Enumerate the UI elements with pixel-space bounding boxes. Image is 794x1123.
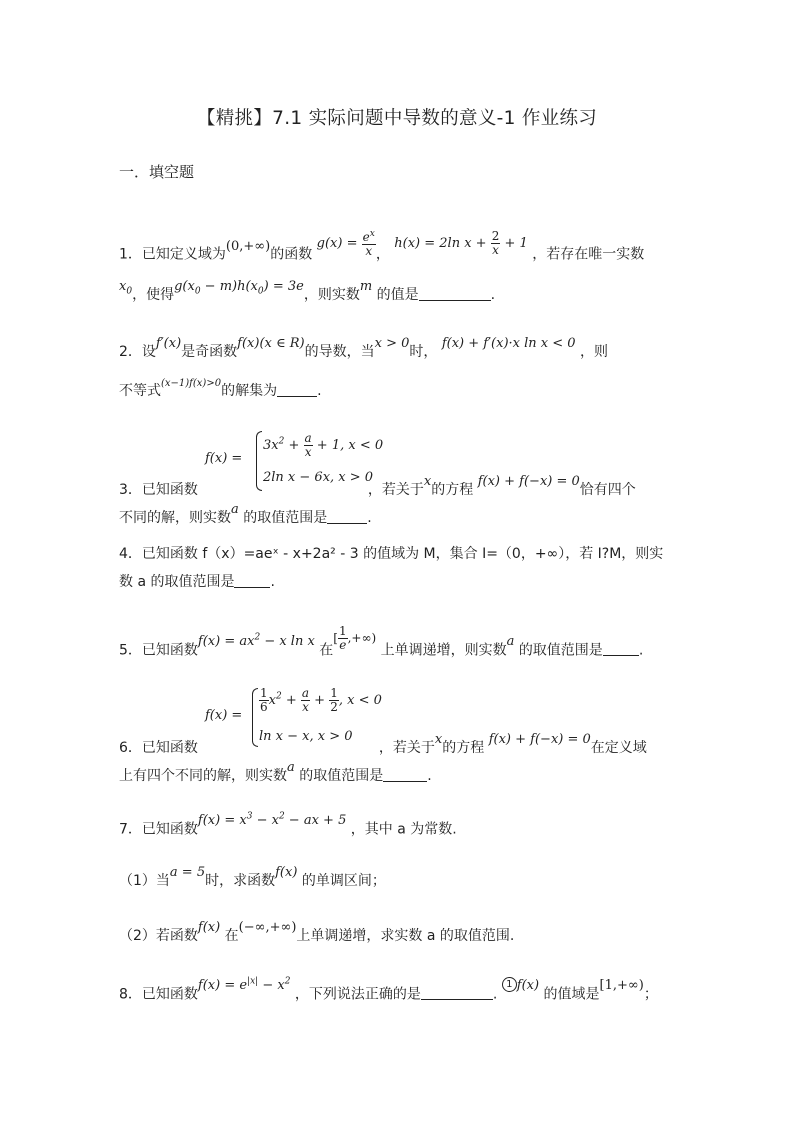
math-g-def: g(x) = $\frac{e^x}{x}$ (316, 229, 375, 258)
math-ineq2: (x−1)f(x)>0 (161, 378, 222, 389)
math-x0: $x_0$ (119, 279, 133, 297)
math-f-def: $f(x) = ax^2 - x$ ln x (197, 633, 315, 650)
answer-blank[interactable] (603, 641, 639, 656)
question-3-line-1: 3．已知函数 ，若关于x的方程 f(x) + f(−x) = 0恰有四个 (119, 474, 636, 498)
math-equation: $g(x_0 - m)h(x_0) = 3e$ (174, 279, 304, 297)
answer-blank[interactable] (234, 573, 270, 588)
math-fprime: f′(x) (155, 336, 182, 351)
math-a: a (506, 634, 515, 650)
math-a: a (287, 760, 295, 775)
question-7-part-2: （2）若函数f(x) 在(−∞,+∞)上单调递增，求实数 a 的取值范围. (119, 920, 515, 944)
question-3-line-2: 不同的解，则实数a 的取值范围是 . (119, 502, 372, 526)
answer-blank[interactable] (277, 382, 317, 397)
math-fx-domain: f(x)(x ∈ R) (237, 336, 305, 351)
math-x: x (434, 732, 443, 747)
question-2-line-2: 不等式$^{(x-1)f(x)>0}$的解集为 . (119, 378, 322, 399)
math-h-def: h(x) = 2ln x + $\frac{2}{x}$ + 1 (394, 228, 528, 257)
math-option-1: 1 f(x) (502, 978, 539, 993)
page-title: 【精挑】7.1 实际问题中导数的意义-1 作业练习 (196, 108, 598, 129)
question-7-line-1: 7．已知函数$f(x) = x^3 - x^2$ − ax + 5 ，其中 a 为常数. (119, 812, 457, 838)
math-fx: f(x) (197, 920, 221, 935)
math-equation: f(x) + f(−x) = 0 (488, 732, 591, 747)
math-a-eq-5: a = 5 (169, 865, 206, 880)
math-x-pos: x > 0 (374, 336, 410, 351)
question-5-line-1: 5．已知函数$f(x) = ax^2 - x$ ln x 在[ $\frac{1}{e}$ ,+∞) 上单调递增，则实数a 的取值范围是 . (119, 624, 644, 659)
answer-blank[interactable] (327, 509, 367, 524)
question-2-line-1: 2．设f′(x)是奇函数f(x)(x ∈ R)的导数，当x > 0时， f(x) + f′(x)·x ln x < 0 ，则 (119, 336, 608, 360)
math-x: x (423, 474, 432, 489)
math-fx: f(x) (275, 865, 298, 880)
math-piece-2: ln x − x, x > 0 (259, 729, 353, 744)
math-piece-1: $\frac{1}{6}$ $x^2$ + $\frac{a}{x}$ + $\frac{1}{2}$ , x < 0 (260, 686, 382, 714)
math-f-def: $f(x) = x^3 - x^2$ − ax + 5 (197, 812, 347, 829)
answer-blank[interactable] (419, 286, 491, 301)
math-domain: (0,+∞) (225, 238, 271, 254)
question-1-line-2: $x_0$，使得$g(x_0 - m)h(x_0) = 3e$，则实数m 的值是 . (119, 279, 496, 303)
question-7-part-1: （1）当a = 5时，求函数f(x) 的单调区间； (119, 865, 386, 889)
math-piecewise-f: f(x) = (205, 451, 243, 466)
math-f-def: $f(x) = e^{|x|} - x^2$ (197, 977, 291, 994)
math-a: a (231, 502, 239, 517)
math-interval: (−∞,+∞) (238, 920, 297, 935)
question-8-line-1: 8．已知函数$f(x) = e^{|x|} - x^2$ ，下列说法正确的是 . 1 f(x) 的值域是[1,+∞)； (119, 977, 658, 1003)
question-4-line-1: 4．已知函数 f（x）=aeˣ - x+2a² - 3 的值域为 M，集合 I=（0，+∞），若 I?M，则实 (119, 546, 664, 562)
section-heading: 一．填空题 (119, 163, 195, 181)
question-6-line-2: 上有四个不同的解，则实数a 的取值范围是 . (119, 760, 432, 784)
math-equation: f(x) + f(−x) = 0 (477, 474, 580, 489)
question-1-line-1: 1．已知定义域为(0,+∞)的函数 g(x) = $\frac{e^x}{x}$ ， h(x) = 2ln x + $\frac{2}{x}$ + 1 ，若存在唯一实数 (119, 228, 645, 263)
circled-number: 1 (502, 977, 517, 992)
question-4-line-2: 数 a 的取值范围是 . (119, 574, 275, 590)
question-6-line-1: 6．已知函数 ，若关于x的方程 f(x) + f(−x) = 0在定义域 (119, 732, 647, 756)
math-interval: [ $\frac{1}{e}$ ,+∞) (333, 624, 377, 653)
answer-blank[interactable] (421, 985, 493, 1000)
math-piecewise-f: f(x) = (205, 708, 243, 723)
math-piece-2: 2ln x − 6x, x > 0 (263, 470, 374, 485)
answer-blank[interactable] (383, 767, 427, 782)
math-range: [1,+∞) (599, 978, 644, 994)
math-inequality: f(x) + f′(x)·x ln x < 0 (441, 336, 576, 351)
math-m: m (359, 279, 373, 294)
math-piece-1: $3x^2$ + $\frac{a}{x}$ + 1, x < 0 (263, 431, 384, 459)
